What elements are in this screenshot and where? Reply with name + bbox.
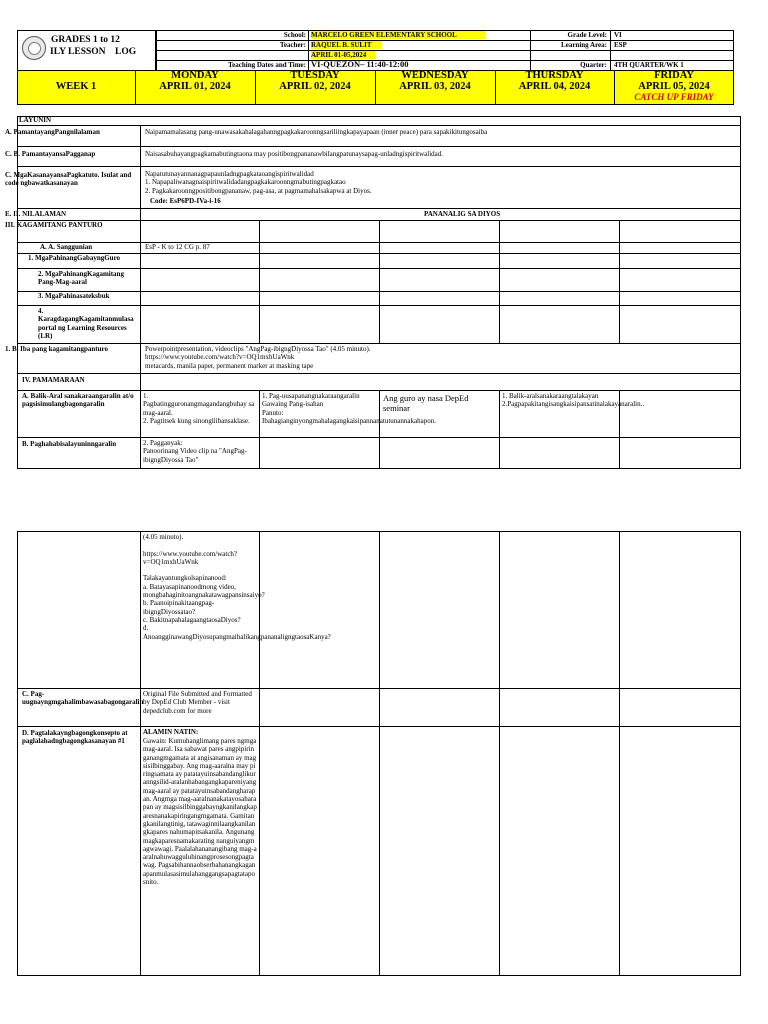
quarter-label: Quarter: bbox=[580, 61, 607, 69]
grades-label: GRADES 1 to 12 bbox=[51, 35, 120, 45]
grade-level-value: VI bbox=[614, 31, 622, 39]
karagdagang-kagamitan-label: 4. KaragdagangKagamitanmulasa portal ng Learning Resources (LR) bbox=[38, 307, 134, 340]
balik-aral-wednesday: Ang guro ay nasa DepEd seminar bbox=[383, 393, 469, 413]
kagamitang-mag-aaral-label: 2. MgaPahinangKagamitang Pang-Mag-aaral bbox=[38, 270, 124, 287]
day-tuesday bbox=[255, 70, 375, 104]
school-value: MARCELO GREEN ELEMENTARY SCHOOL bbox=[311, 31, 486, 39]
day-name: THURSDAY bbox=[525, 70, 584, 81]
day-name: TUESDAY bbox=[290, 70, 340, 81]
day-wednesday bbox=[375, 70, 495, 104]
nilalaman-text: PANANALIG SA DIYOS bbox=[424, 210, 501, 218]
day-thursday bbox=[495, 70, 614, 104]
day-date: APRIL 02, 2024 bbox=[279, 81, 351, 92]
log-title: ILY LESSON LOG bbox=[50, 47, 137, 57]
alamin-natin-heading: ALAMIN NATIN: bbox=[143, 728, 199, 736]
day-name: FRIDAY bbox=[654, 70, 694, 81]
day-name: WEDNESDAY bbox=[401, 70, 469, 81]
time-value: VI-QUEZON– 11:40-12:00 bbox=[311, 59, 409, 69]
kasanayan-code: Code: EsP6PD-IVa-i-16 bbox=[150, 197, 221, 205]
teksbuk-label: 3. MgaPahinasateksbuk bbox=[38, 292, 110, 300]
pagtalakay-monday: Gawain: Kumuhanglimang pares ngmga mag-aaral. Isa sabawat pares angpipiringanangmgamata at angisanaman ay magsisilbinggabay. Ang mag-aaralna may piringsamata ay patatayuinsabandanglikuranngsilid-aralanhabangangkapareniyang mag-aaral ay patatayuinsabandangharapan. Angmga mag-aaralnanakatayosaharapan ay magsisilbinggabayngkanilangkaparesnanakapiringangmgamata. Gamitangkanilangtinig, tatawaginnilaangkanilangkapares nahumapitsakanila. Angunangmagkaparesnamakarating nanguiyangmagwawagi. Paalalahananangibang mag-aaralnahuwagguluhinangprosesongpagtawag. Pagsabihannaobserbahanangkaganapanmulasasimulahanggangsapagtataposnito. bbox=[143, 737, 257, 887]
sanggunian-text: EsP - K to 12 CG p. 87 bbox=[145, 243, 210, 251]
grade-level-label: Grade Level: bbox=[567, 31, 607, 39]
iba-pang-kagamitan-label: 1. B. Iba pang kagamitangpanturo bbox=[5, 345, 108, 353]
balik-aral-tuesday: 1. Pag-uusapanangnakaraangaralin Gawaing Pang-isahan Panuto: Ibahagianginyongmahalagangkaisipannanatutunannakahapon. bbox=[262, 392, 436, 425]
gabay-guro-label: 1. MgaPahinangGabayngGuro bbox=[28, 254, 121, 262]
day-name: MONDAY bbox=[171, 70, 219, 81]
kagamitang-panturo-label: III. KAGAMITANG PANTURO bbox=[5, 221, 103, 229]
pamantayan-pagganap-label: C. B. PamantayansaPagganap bbox=[5, 150, 96, 158]
pag-uugnay-label: C. Pag-uugnayngmgahalimbawasabagongaralin bbox=[22, 690, 144, 707]
quarter-value: 4TH QUARTER/WK 1 bbox=[614, 61, 684, 69]
catch-up-note: CATCH UP FRIDAY bbox=[634, 92, 714, 102]
day-date: APRIL 05, 2024 bbox=[638, 81, 710, 92]
pagtalakay-label: D. Pagtalakayngbagongkonsepto at paglalahadngbagongkasanayan #1 bbox=[22, 729, 128, 746]
teacher-label: Teacher: bbox=[279, 41, 306, 49]
pamantayang-pangnilalaman-label: A. PamantayangPangnilalaman bbox=[5, 128, 100, 136]
paghahabi-label: B. Paghahabisalayuninngaralin bbox=[22, 440, 117, 448]
pag-uugnay-monday: Original File Submitted and Formatted by DepEd Club Member - visit depedclub.com for more bbox=[143, 690, 252, 715]
day-date: APRIL 04, 2024 bbox=[518, 81, 591, 92]
day-date: APRIL 01, 2024 bbox=[159, 81, 231, 92]
kasanayan-text: Napatutunayannanagpapaunladngpagkataoangispiritwalidad 1. Napapaliwanagnaispiritwalidadangpagkakaroonngmabutingpagkatao 2. Pagkakaroonngpositibongpananaw, pag-asa, at pagmamahalsakapwa at Diyos. bbox=[145, 170, 372, 195]
balik-aral-label: A. Balik-Aral sanakaraangaralin at/o pagsisimulangbagongaralin bbox=[22, 392, 134, 409]
learning-area-label: Learning Area: bbox=[561, 41, 607, 49]
dates-value: APRIL 01-05,2024 bbox=[311, 51, 375, 59]
school-label: School: bbox=[283, 31, 306, 39]
dates-label: Teaching Dates and Time: bbox=[228, 61, 306, 69]
pamamaraan-label: IV. PAMAMARAAN bbox=[22, 376, 85, 384]
teacher-value: RAQUEL B. SULIT bbox=[311, 41, 381, 49]
layunin-heading: LAYUNIN bbox=[19, 116, 52, 124]
learning-area-value: ESP bbox=[614, 41, 627, 49]
pamantayan-pagganap-text: Naisasabuhayangpagkamabutingtaona may positibongpananawbilangpatunaysapag-unladngispiritwalidad. bbox=[145, 150, 444, 158]
day-friday bbox=[614, 70, 734, 104]
kasanayan-label: C. MgaKasanayansaPagkatuto. Isulat and code ngbawatkasanayan bbox=[5, 171, 132, 188]
nilalaman-label: E. II. NILALAMAN bbox=[5, 210, 67, 218]
paghahabi-monday: 2. Pagganyak: Panoorinang Video clip na "AngPag-ibigngDiyossa Tao" bbox=[143, 439, 247, 464]
week-label: WEEK 1 bbox=[55, 81, 97, 92]
balik-aral-monday: 1. Pagbatingguronangmagandangbuhay sa mag-aaral. 2. Pagtitsek kung sinongliibansaklase. bbox=[143, 392, 255, 425]
sanggunian-label: A. A. Sanggunian bbox=[40, 243, 93, 251]
paghahabi-monday-cont: (4.05 minuto). https://www.youtube.com/watch?v=OQ1mxhUaWnk Talakayantungkolsapinanood: a. Batayasapinanoodmong video, mongbahaginitoangnakatawagpansinsaiyo? b. Paanoipinakitaangpag-ibigngDiyossatao? c. BakitnapahalagaangtaosaDiyos? d. AnoangginawangDiyosupangmaibalikangpananaligngtaosaKanya? bbox=[143, 533, 331, 641]
pamantayang-pangnilalaman-text: Naipamamalasang pang-unawasakahalagahanngpagkakaroonngsariliingkapayapaan (inner peace) para sapakikitungosaiba bbox=[145, 128, 488, 136]
balik-aral-friday: 1. Balik-aralsanakaraangtalakayan 2.Pagpapakitangisangkaisipansatinalakayanaralin.. bbox=[502, 392, 645, 409]
deped-seal-icon bbox=[22, 36, 46, 60]
iba-pang-kagamitan-text: Powerpointpresentation, videoclips "AngPag-ibigngDiyossa Tao" (4.05 minuto). https://www.youtube.com/watch?v=OQ1mxhUaWnk metacards, manila paper, permanent marker at masking tape bbox=[145, 345, 371, 370]
day-date: APRIL 03, 2024 bbox=[399, 81, 471, 92]
day-monday bbox=[135, 70, 255, 104]
